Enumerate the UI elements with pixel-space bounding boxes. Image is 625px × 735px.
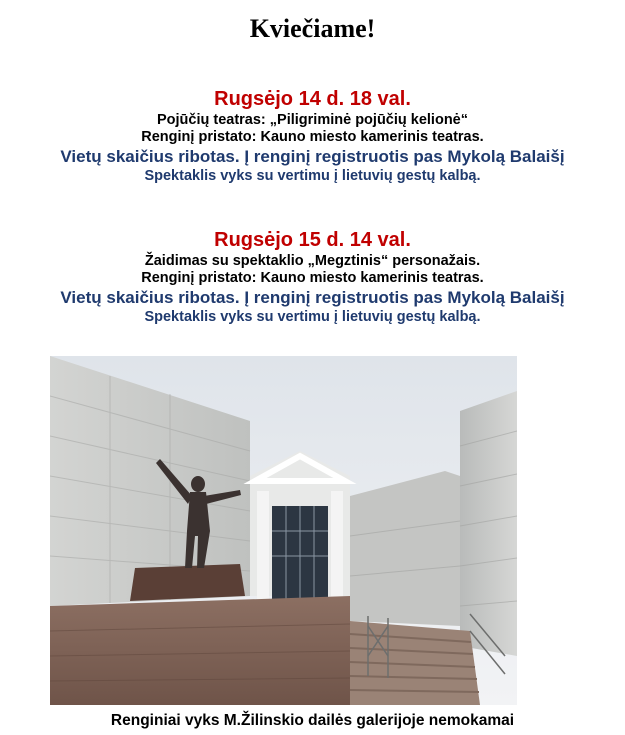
event-date: Rugsėjo 15 d. 14 val.: [214, 229, 411, 251]
gallery-photo: [50, 356, 517, 705]
event-title: Žaidimas su spektaklio „Megztinis“ personažais.: [144, 253, 481, 269]
event-date: Rugsėjo 14 d. 18 val.: [214, 88, 411, 110]
event-registration: Vietų skaičius ribotas. Į renginį registruotis pas Mykolą Balaišį: [60, 288, 565, 307]
event-presenter: Renginį pristato: Kauno miesto kamerinis teatras.: [141, 270, 484, 286]
event-1: [0, 86, 625, 185]
event-title: Pojūčių teatras: „Piligriminė pojūčių kelionė“: [156, 112, 468, 128]
event-presenter: Renginį pristato: Kauno miesto kamerinis teatras.: [141, 129, 484, 145]
event-2: [0, 227, 625, 326]
event-sign-language: Spektaklis vyks su vertimu į lietuvių gestų kalbą.: [144, 309, 481, 325]
page-title: Kviečiame!: [249, 14, 376, 43]
footer-note: Renginiai vyks M.Žilinskio dailės galerijoje nemokamai: [110, 712, 515, 729]
event-registration: Vietų skaičius ribotas. Į renginį registruotis pas Mykolą Balaišį: [60, 147, 565, 166]
event-sign-language: Spektaklis vyks su vertimu į lietuvių gestų kalbą.: [144, 168, 481, 184]
